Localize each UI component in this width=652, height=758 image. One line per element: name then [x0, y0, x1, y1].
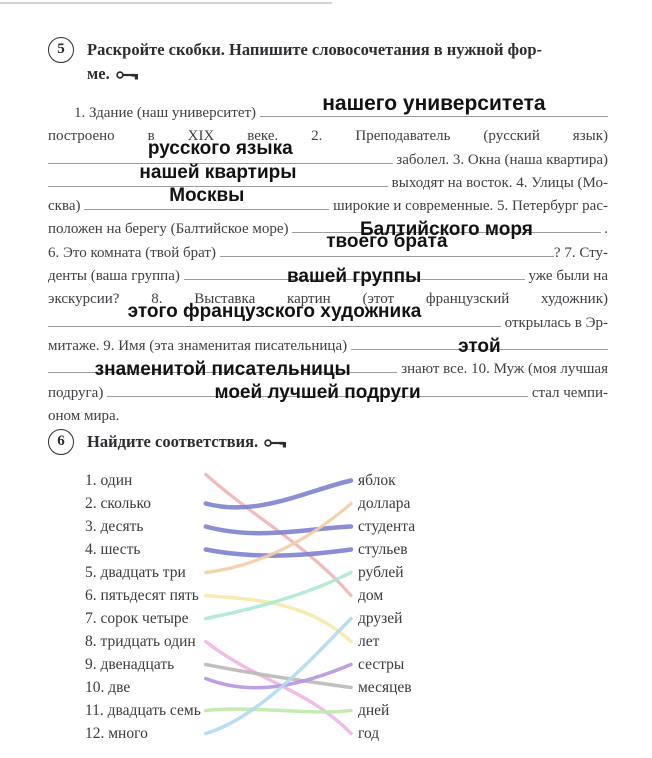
match-right-item: студента: [358, 518, 416, 535]
answer-blank: [184, 265, 525, 287]
connection-line: [206, 550, 351, 556]
book-text: сква): [48, 198, 85, 215]
connection-line: [206, 709, 351, 712]
exercise-6-header: [48, 430, 608, 457]
handwritten-answer: Балтийского моря: [359, 219, 533, 241]
match-left-item: 12. много: [85, 725, 148, 742]
exercise-5-title-line1: Раскройте скобки. Напишите словосочетания в нужной фор-: [87, 40, 543, 59]
book-text: экскурсии? 8. Выставка картин (этот французский художник): [48, 291, 608, 308]
exercise-5-number-badge: 5: [48, 37, 74, 63]
book-text: 1. Здание (наш университет): [74, 105, 260, 121]
exercise5-line: [48, 161, 608, 195]
connection-line: [206, 475, 351, 596]
book-text: заболел. 3. Окна (наша квартира): [392, 151, 608, 168]
book-text: оном мира.: [48, 407, 120, 424]
answer-blank: [351, 335, 608, 357]
exercise5-line: [48, 335, 608, 358]
match-right-item: лет: [358, 633, 380, 650]
answer-blank: [48, 301, 501, 327]
handwritten-answer: нашей квартиры: [139, 161, 297, 183]
book-text: стал чемпи-: [528, 384, 608, 401]
book-text: знают все. 10. Муж (моя лучшая: [397, 361, 608, 378]
match-left-item: 3. десять: [85, 518, 144, 535]
handwritten-answer: Москвы: [169, 184, 245, 206]
match-right-item: дом: [358, 587, 384, 604]
connection-line: [206, 619, 351, 734]
answer-blank: [107, 382, 528, 404]
match-right-item: стульев: [358, 541, 408, 558]
handwritten-answer: моей лучшей подруги: [214, 382, 421, 404]
exercise5-line: [48, 382, 608, 405]
book-text: построено в XIX веке. 2. Преподаватель (русский язык): [48, 128, 608, 145]
match-left-item: 2. сколько: [85, 495, 151, 512]
handwritten-answer: знаменитой писательницы: [94, 358, 351, 380]
book-text: денты (ваша группа): [48, 268, 184, 285]
exercise5-line: [48, 405, 608, 428]
exercise5-line: [48, 358, 608, 381]
exercise-6-title: Найдите соответствия.: [87, 432, 259, 451]
connection-line: [206, 642, 351, 734]
match-left-item: 7. сорок четыре: [85, 610, 189, 627]
handwritten-answer: русского языка: [147, 138, 293, 160]
match-left-item: 5. двадцать три: [85, 564, 186, 581]
match-left-item: 6. пятьдесят пять: [85, 587, 199, 604]
key-icon: [264, 433, 288, 457]
exercise-5-title-line2: ме.: [87, 64, 110, 83]
match-left-item: 1. один: [85, 472, 133, 489]
exercise5-line: [48, 91, 608, 125]
book-text: положен на берегу (Балтийское море): [48, 221, 293, 238]
scan-artifact-line: [0, 2, 332, 4]
connection-line: [206, 596, 351, 642]
match-right-item: друзей: [358, 610, 403, 627]
handwritten-answer: нашего университета: [322, 91, 546, 115]
book-text: подруга): [48, 384, 108, 401]
book-text: открылась в Эр-: [500, 314, 608, 331]
book-text: уже были на: [524, 268, 608, 285]
book-text: выходят на восток. 4. Улицы (Мо-: [387, 174, 608, 191]
answer-blank: [48, 358, 397, 380]
connection-line: [206, 527, 351, 534]
book-text: ? 7. Сту-: [553, 244, 608, 261]
exercise5-line: [48, 265, 608, 288]
exercise-5: [48, 38, 608, 428]
connection-line: [206, 481, 351, 508]
match-left-item: 4. шесть: [85, 541, 141, 558]
exercise5-line: [48, 184, 608, 218]
exercise-5-header: [48, 38, 608, 89]
connection-line: [206, 665, 351, 688]
match-left-item: 11. двадцать семь: [85, 702, 201, 719]
handwritten-answer: вашей группы: [286, 265, 422, 287]
exercise-6: [48, 430, 608, 751]
connection-line: [206, 665, 351, 688]
match-right-item: сестры: [358, 656, 405, 673]
book-text: митаже. 9. Имя (эта знаменитая писательница): [48, 337, 351, 354]
exercise5-line: [48, 301, 608, 335]
matching-area: [48, 469, 608, 751]
match-right-item: яблок: [358, 472, 396, 489]
connection-line: [206, 504, 351, 573]
exercise-6-number-badge: 6: [48, 429, 74, 455]
match-right-column: [358, 469, 415, 745]
exercise5-paragraph: [48, 91, 608, 428]
match-right-item: дней: [358, 702, 390, 719]
handwritten-answer: твоего брата: [326, 231, 448, 253]
key-icon: [116, 65, 140, 89]
match-left-column: [85, 469, 201, 745]
book-text: .: [600, 221, 608, 238]
match-right-item: рублей: [358, 564, 404, 581]
match-right-item: год: [358, 725, 380, 742]
exercise5-line: [48, 138, 608, 172]
book-text: широкие и современные. 5. Петербург рас-: [329, 198, 608, 215]
handwritten-answer: этой: [458, 335, 501, 357]
match-left-item: 8. тридцать один: [85, 633, 196, 650]
handwritten-answer: этого французского художника: [127, 301, 422, 323]
book-text: 6. Это комната (твой брат): [48, 244, 220, 261]
match-left-item: 10. две: [85, 679, 131, 696]
exercise5-line: [48, 125, 608, 148]
match-right-item: месяцев: [358, 679, 412, 696]
exercise5-line: [48, 231, 608, 265]
answer-blank: [220, 231, 554, 257]
connection-line: [206, 573, 351, 619]
match-right-item: доллара: [358, 495, 411, 512]
answer-blank: [84, 184, 329, 210]
match-left-item: 9. двенадцать: [85, 656, 175, 673]
answer-blank: [260, 91, 608, 117]
